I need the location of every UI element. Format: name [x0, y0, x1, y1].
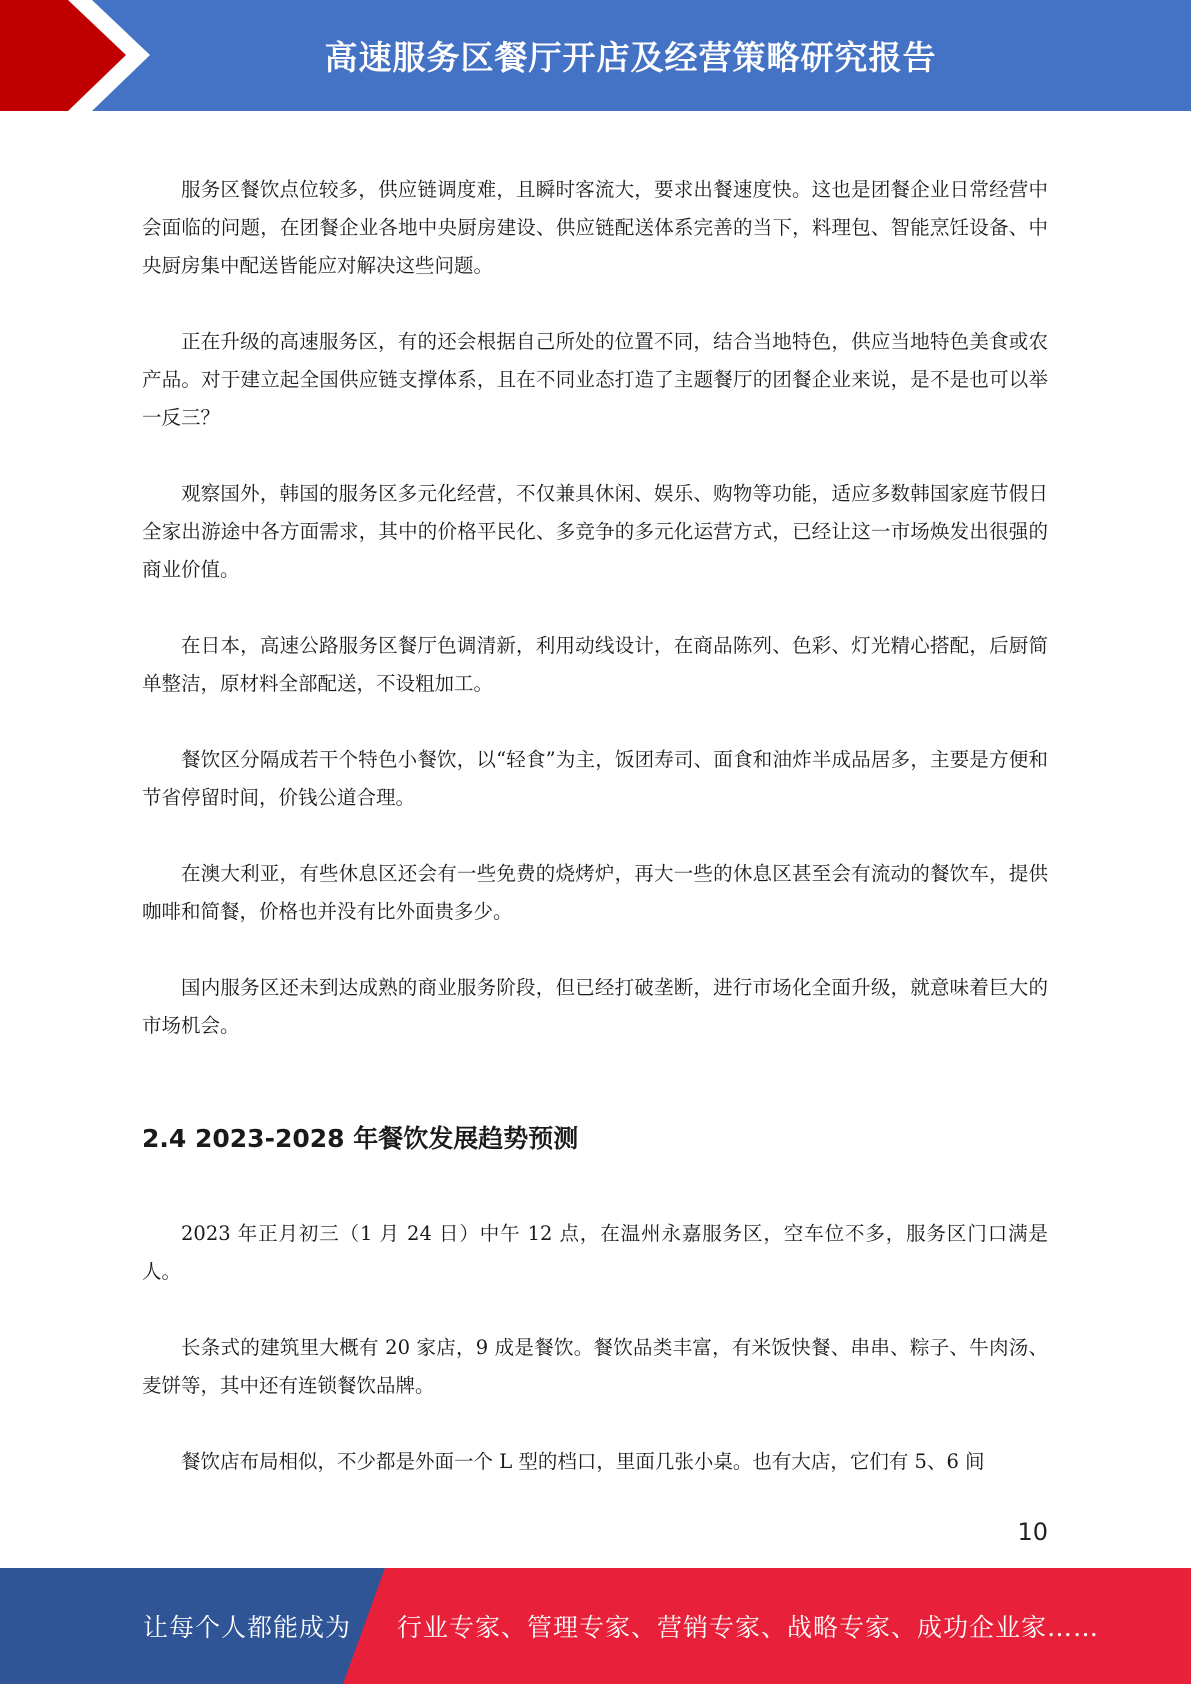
page-number: 10	[1017, 1518, 1048, 1546]
paragraph: 2023 年正月初三（1 月 24 日）中午 12 点，在温州永嘉服务区，空车位不多，服务区门口满是人。	[142, 1222, 1048, 1283]
paragraph: 观察国外，韩国的服务区多元化经营，不仅兼具休闲、娱乐、购物等功能，适应多数韩国家庭节假日全家出游途中各方面需求，其中的价格平民化、多竞争的多元化运营方式，已经让这一市场焕发出很强的商业价值。	[142, 482, 1048, 581]
document-body	[142, 171, 1048, 1519]
paragraph: 长条式的建筑里大概有 20 家店，9 成是餐饮。餐饮品类丰富，有米饭快餐、串串、粽子、牛肉汤、麦饼等，其中还有连锁餐饮品牌。	[142, 1336, 1048, 1397]
paragraph: 在澳大利亚，有些休息区还会有一些免费的烧烤炉，再大一些的休息区甚至会有流动的餐饮车，提供咖啡和简餐，价格也并没有比外面贵多少。	[142, 862, 1048, 923]
paragraph: 国内服务区还未到达成熟的商业服务阶段，但已经打破垄断，进行市场化全面升级，就意味着巨大的市场机会。	[142, 976, 1048, 1037]
section-heading: 2.4 2023-2028 年餐饮发展趋势预测	[142, 1124, 579, 1153]
paragraph: 服务区餐饮点位较多，供应链调度难，且瞬时客流大，要求出餐速度快。这也是团餐企业日常经营中会面临的问题，在团餐企业各地中央厨房建设、供应链配送体系完善的当下，料理包、智能烹饪设备、中央厨房集中配送皆能应对解决这些问题。	[142, 178, 1048, 277]
header-title: 高速服务区餐厅开店及经营策略研究报告	[324, 38, 937, 77]
paragraph: 餐饮店布局相似，不少都是外面一个 L 型的档口，里面几张小桌。也有大店，它们有 5、6 间	[181, 1450, 985, 1473]
paragraph: 正在升级的高速服务区，有的还会根据自己所处的位置不同，结合当地特色，供应当地特色美食或农产品。对于建立起全国供应链支撑体系，且在不同业态打造了主题餐厅的团餐企业来说，是不是也可以举一反三？	[142, 330, 1048, 429]
footer-slogan-right: 行业专家、管理专家、营销专家、战略专家、成功企业家……	[397, 1613, 1100, 1642]
paragraph: 餐饮区分隔成若干个特色小餐饮，以“轻食”为主，饭团寿司、面食和油炸半成品居多，主要是方便和节省停留时间，价钱公道合理。	[142, 748, 1048, 809]
paragraph: 在日本，高速公路服务区餐厅色调清新，利用动线设计，在商品陈列、色彩、灯光精心搭配，后厨简单整洁，原材料全部配送，不设粗加工。	[142, 634, 1048, 695]
page-footer	[0, 1568, 1191, 1684]
footer-slogan-left: 让每个人都能成为	[143, 1613, 352, 1642]
page-header	[0, 0, 1191, 111]
